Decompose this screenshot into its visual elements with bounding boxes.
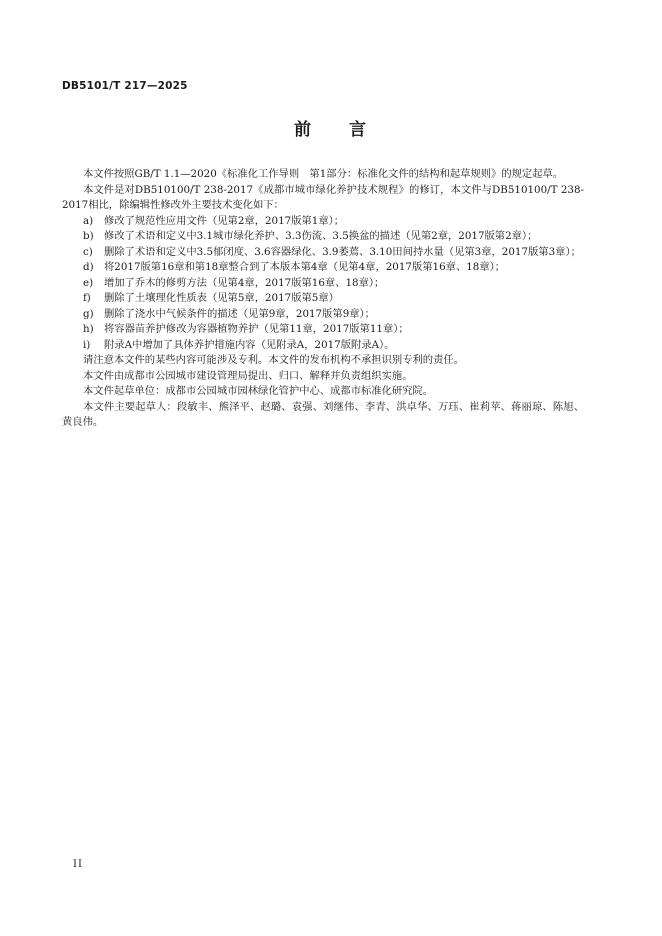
paragraph-drafting-rules: 本文件按照GB/T 1.1—2020《标准化工作导则 第1部分：标准化文件的结构和起草规则》的规定起草。 <box>83 168 564 180</box>
list-item-text: 增加了乔木的修剪方法（见第4章，2017版第16章、18章）； <box>104 276 385 289</box>
list-marker: e) <box>83 276 94 289</box>
paragraph-proposer: 本文件由成都市公园城市建设管理局提出、归口、解释并负责组织实施。 <box>83 369 413 382</box>
page-title-part1: 前 <box>294 120 313 140</box>
list-item <box>62 245 584 261</box>
list-marker: a) <box>83 214 94 227</box>
list-item-text: 删除了术语和定义中3.5郁闭度、3.6容器绿化、3.9萎蔫、3.10田间持水量（见第3章，2017版第3章）； <box>104 245 581 258</box>
list-item-text: 将容器苗养护修改为容器植物养护（见第11章，2017版第11章）； <box>104 323 409 335</box>
list-item-text: 修改了术语和定义中3.1城市绿化养护、3.3伤流、3.5换盆的描述（见第2章，2017版第2章）； <box>104 230 538 242</box>
list-item <box>62 229 584 245</box>
paragraph-revision-note: 本文件是对DB510100/T 238-2017《成都市城市绿化养护技术规程》的修订，本文件与DB510100/T 238-2017相比，除编辑性修改外主要技术变化如下： <box>62 183 584 211</box>
list-marker: g) <box>83 307 94 320</box>
paragraph-patent-notice: 请注意本文件的某些内容可能涉及专利。本文件的发布机构不承担识别专利的责任。 <box>83 354 464 366</box>
page-title <box>0 115 662 140</box>
list-item-text: 附录A中增加了具体养护措施内容（见附录A，2017版附录A）。 <box>104 338 395 351</box>
page-title-part2: 言 <box>349 120 368 140</box>
page-number: II <box>73 859 83 870</box>
list-marker: c) <box>83 245 93 258</box>
list-marker: f) <box>83 292 91 304</box>
document-code: DB5101/T 217—2025 <box>62 80 188 92</box>
list-marker: d) <box>83 261 94 273</box>
list-marker: b) <box>83 230 94 242</box>
list-item <box>62 291 584 307</box>
paragraph-drafters: 本文件主要起草人：段敏丰、熊泽平、赵璐、袁强、刘继伟、李青、洪卓华、万珏、崔莉苹、蒋丽琼、陈旭、黄良伟。 <box>62 400 584 428</box>
list-item <box>62 322 584 338</box>
list-marker: h) <box>83 323 94 335</box>
list-item <box>62 260 584 276</box>
list-item <box>62 338 584 354</box>
paragraph-drafting-units: 本文件起草单位：成都市公园城市园林绿化管护中心、成都市标准化研究院。 <box>83 385 434 397</box>
list-item-text: 删除了土壤理化性质表（见第5章，2017版第5章） <box>104 292 339 304</box>
list-item <box>62 276 584 292</box>
list-marker: i) <box>83 338 91 351</box>
list-item <box>62 307 584 323</box>
list-item-text: 删除了浇水中气候条件的描述（见第9章，2017版第9章）； <box>104 307 375 320</box>
changes-list <box>62 214 584 354</box>
list-item-text: 将2017版第16章和第18章整合到了本版本第4章（见第4章，2017版第16章、18章）； <box>104 261 506 273</box>
foreword-body <box>62 167 584 431</box>
list-item-text: 修改了规范性应用文件（见第2章，2017版第1章）； <box>104 214 345 227</box>
list-item <box>62 214 584 230</box>
